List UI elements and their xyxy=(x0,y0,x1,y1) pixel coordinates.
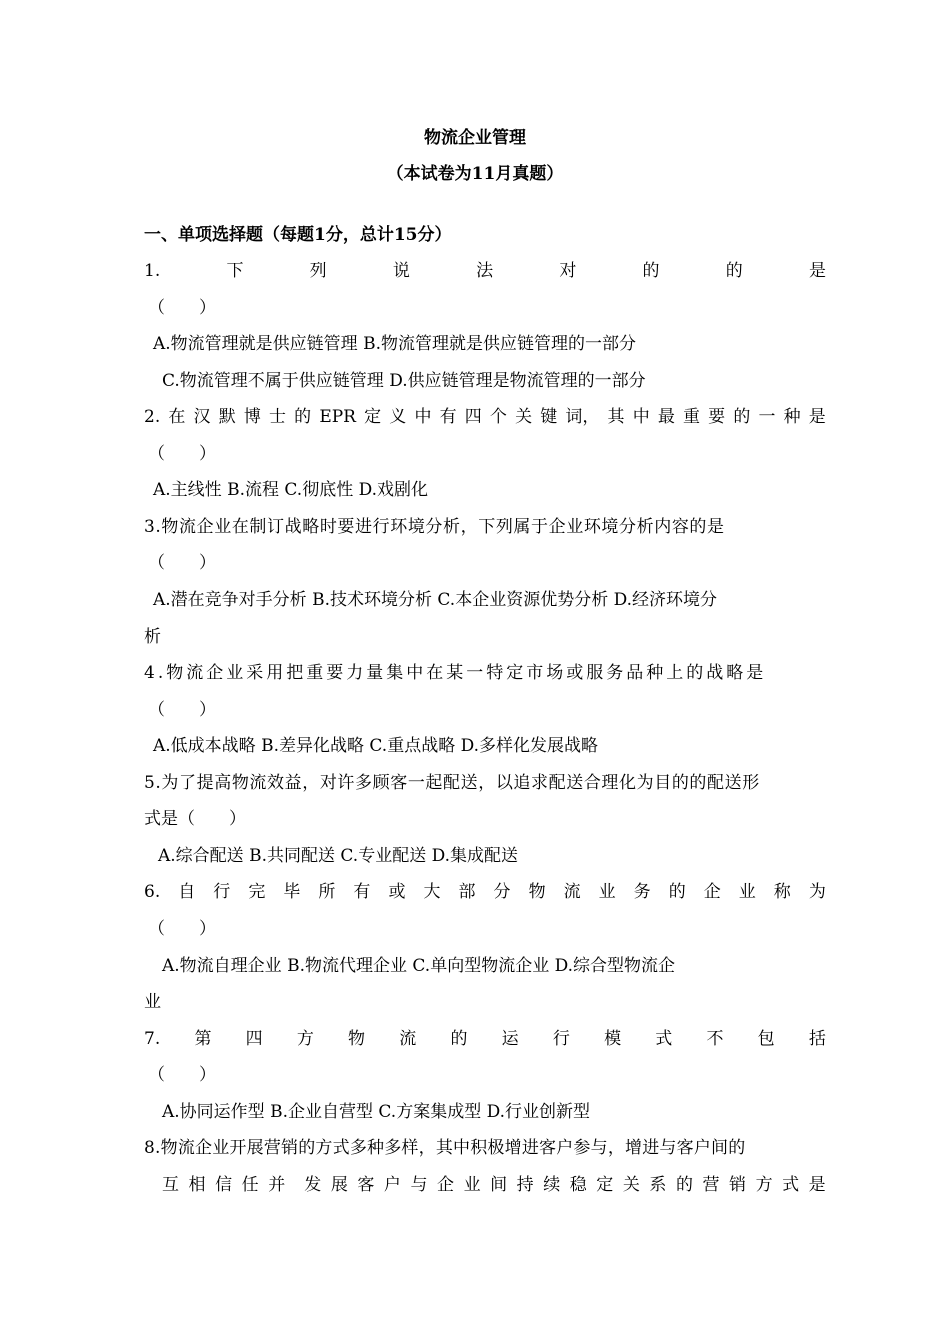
q7-char: 行 xyxy=(552,1029,570,1049)
question-7-options: A.协同运作型 B.企业自营型 C.方案集成型 D.行业创新型 xyxy=(162,1102,591,1122)
q6-char: 部 xyxy=(458,882,476,902)
question-6-stem xyxy=(144,881,826,903)
question-6-options: A.物流自理企业 B.物流代理企业 C.单向型物流企业 D.综合型物流企 xyxy=(162,956,676,976)
q6-char: 企 xyxy=(703,882,721,902)
q1-char: 1. xyxy=(144,261,161,281)
q2-char: 是 xyxy=(808,407,826,427)
q6-char: 行 xyxy=(213,882,231,902)
q2-char: 词， xyxy=(565,407,600,427)
question-8-stem-continued xyxy=(162,1174,826,1196)
document-subtitle: （本试卷为11月真题） xyxy=(386,164,564,184)
q8-char: 业 xyxy=(463,1175,481,1195)
q8-char: 式 xyxy=(782,1175,800,1195)
q6-char: 称 xyxy=(773,882,791,902)
q7-char: 括 xyxy=(808,1029,826,1049)
q1-char: 是 xyxy=(808,261,826,281)
q6-char: 所 xyxy=(318,882,336,902)
q8-char: 关 xyxy=(622,1175,640,1195)
q7-char: 物 xyxy=(348,1029,366,1049)
q7-char: 7. xyxy=(144,1029,161,1049)
q2-char: 博 xyxy=(243,407,261,427)
q7-char: 四 xyxy=(245,1029,263,1049)
q2-char: 定 xyxy=(364,407,382,427)
q8-char: 相 xyxy=(188,1175,206,1195)
q2-char: 士 xyxy=(269,407,287,427)
q8-char: 并 xyxy=(268,1175,286,1195)
q2-char: EPR xyxy=(319,407,356,427)
question-1-blank: （ ） xyxy=(148,298,216,318)
question-3-options-continued: 析 xyxy=(144,627,161,647)
q8-char: 任 xyxy=(241,1175,259,1195)
q8-char: 营 xyxy=(702,1175,720,1195)
q7-char: 不 xyxy=(706,1029,724,1049)
question-5-options: A.综合配送 B.共同配送 C.专业配送 D.集成配送 xyxy=(158,846,519,866)
q2-char: 最 xyxy=(657,407,675,427)
q2-char: 默 xyxy=(218,407,236,427)
question-7-blank: （ ） xyxy=(148,1065,216,1085)
q8-char: 销 xyxy=(729,1175,747,1195)
q2-char: 关 xyxy=(515,407,533,427)
q1-char: 的 xyxy=(642,261,660,281)
question-2-stem xyxy=(144,406,826,428)
q7-char: 运 xyxy=(501,1029,519,1049)
q8-char: 客 xyxy=(357,1175,375,1195)
q8-char: 的 xyxy=(675,1175,693,1195)
question-5-stem: 5.为了提高物流效益，对许多顾客一起配送，以追求配送合理化为目的的配送形 xyxy=(144,773,760,793)
q6-char: 6. xyxy=(144,882,161,902)
q8-char: 户 xyxy=(383,1175,401,1195)
q6-char: 为 xyxy=(808,882,826,902)
q8-char: 稳 xyxy=(569,1175,587,1195)
q1-char: 的 xyxy=(725,261,743,281)
question-4-options: A.低成本战略 B.差异化战略 C.重点战略 D.多样化发展战略 xyxy=(153,736,599,756)
q6-char: 业 xyxy=(598,882,616,902)
q7-char: 方 xyxy=(296,1029,314,1049)
q2-char: 中 xyxy=(414,407,432,427)
q8-char: 是 xyxy=(808,1175,826,1195)
q2-char: 个 xyxy=(489,407,507,427)
q8-char: 方 xyxy=(755,1175,773,1195)
q8-char: 信 xyxy=(215,1175,233,1195)
q2-char: 种 xyxy=(783,407,801,427)
q2-char: 重 xyxy=(683,407,701,427)
question-4-blank: （ ） xyxy=(148,700,216,720)
question-8-stem: 8.物流企业开展营销的方式多种多样，其中积极增进客户参与，增进与客户间的 xyxy=(144,1138,746,1158)
q1-char: 说 xyxy=(392,261,410,281)
q1-char: 下 xyxy=(226,261,244,281)
q2-char: 有 xyxy=(439,407,457,427)
q2-char: 其 xyxy=(607,407,625,427)
q6-char: 毕 xyxy=(283,882,301,902)
section-heading-single-choice: 一、单项选择题（每题1分，总计15分） xyxy=(144,225,452,245)
q1-char: 对 xyxy=(559,261,577,281)
question-1-options-ab: A.物流管理就是供应链管理 B.物流管理就是供应链管理的一部分 xyxy=(153,334,636,354)
q2-char: 的 xyxy=(294,407,312,427)
question-1-stem xyxy=(144,260,826,282)
q7-char: 流 xyxy=(399,1029,417,1049)
q7-char: 式 xyxy=(655,1029,673,1049)
q8-char: 发 xyxy=(304,1175,322,1195)
q2-char: 汉 xyxy=(193,407,211,427)
question-3-blank: （ ） xyxy=(148,553,216,573)
q8-char: 系 xyxy=(649,1175,667,1195)
q2-char: 的 xyxy=(733,407,751,427)
q2-char: 一 xyxy=(758,407,776,427)
q8-char: 企 xyxy=(437,1175,455,1195)
question-7-stem xyxy=(144,1028,826,1050)
question-5-stem-continued: 式是（ ） xyxy=(144,809,246,829)
q7-char: 包 xyxy=(757,1029,775,1049)
question-6-options-continued: 业 xyxy=(144,992,161,1012)
q7-char: 第 xyxy=(194,1029,212,1049)
q1-char: 法 xyxy=(476,261,494,281)
q2-char: 在 xyxy=(168,407,186,427)
q6-char: 务 xyxy=(633,882,651,902)
q8-char: 定 xyxy=(596,1175,614,1195)
q6-char: 完 xyxy=(248,882,266,902)
q6-char: 业 xyxy=(738,882,756,902)
q2-char: 2. xyxy=(144,407,161,427)
q6-char: 有 xyxy=(353,882,371,902)
q6-char: 分 xyxy=(493,882,511,902)
q8-char: 互 xyxy=(162,1175,179,1195)
q6-char: 大 xyxy=(423,882,441,902)
q7-char: 模 xyxy=(604,1029,622,1049)
question-1-options-cd: C.物流管理不属于供应链管理 D.供应链管理是物流管理的一部分 xyxy=(162,371,646,391)
q1-char: 列 xyxy=(309,261,327,281)
document-title: 物流企业管理 xyxy=(424,128,526,148)
q6-char: 流 xyxy=(563,882,581,902)
question-3-options: A.潜在竞争对手分析 B.技术环境分析 C.本企业资源优势分析 D.经济环境分 xyxy=(153,590,718,610)
question-6-blank: （ ） xyxy=(148,919,216,939)
q2-char: 义 xyxy=(389,407,407,427)
q8-char: 展 xyxy=(330,1175,348,1195)
q8-char: 与 xyxy=(410,1175,428,1195)
q2-char: 键 xyxy=(540,407,558,427)
q2-char: 中 xyxy=(632,407,650,427)
q7-char: 的 xyxy=(450,1029,468,1049)
q6-char: 物 xyxy=(528,882,546,902)
question-4-stem: 4.物流企业采用把重要力量集中在某一特定市场或服务品种上的战略是 xyxy=(144,663,767,683)
q8-char: 续 xyxy=(543,1175,561,1195)
question-2-blank: （ ） xyxy=(148,444,216,464)
q8-char: 间 xyxy=(490,1175,508,1195)
question-2-options: A.主线性 B.流程 C.彻底性 D.戏剧化 xyxy=(153,480,429,500)
q6-char: 或 xyxy=(388,882,406,902)
question-3-stem: 3.物流企业在制订战略时要进行环境分析，下列属于企业环境分析内容的是 xyxy=(144,517,725,537)
q2-char: 要 xyxy=(708,407,726,427)
q6-char: 的 xyxy=(668,882,686,902)
q8-char: 持 xyxy=(516,1175,534,1195)
q6-char: 自 xyxy=(178,882,196,902)
q2-char: 四 xyxy=(464,407,482,427)
